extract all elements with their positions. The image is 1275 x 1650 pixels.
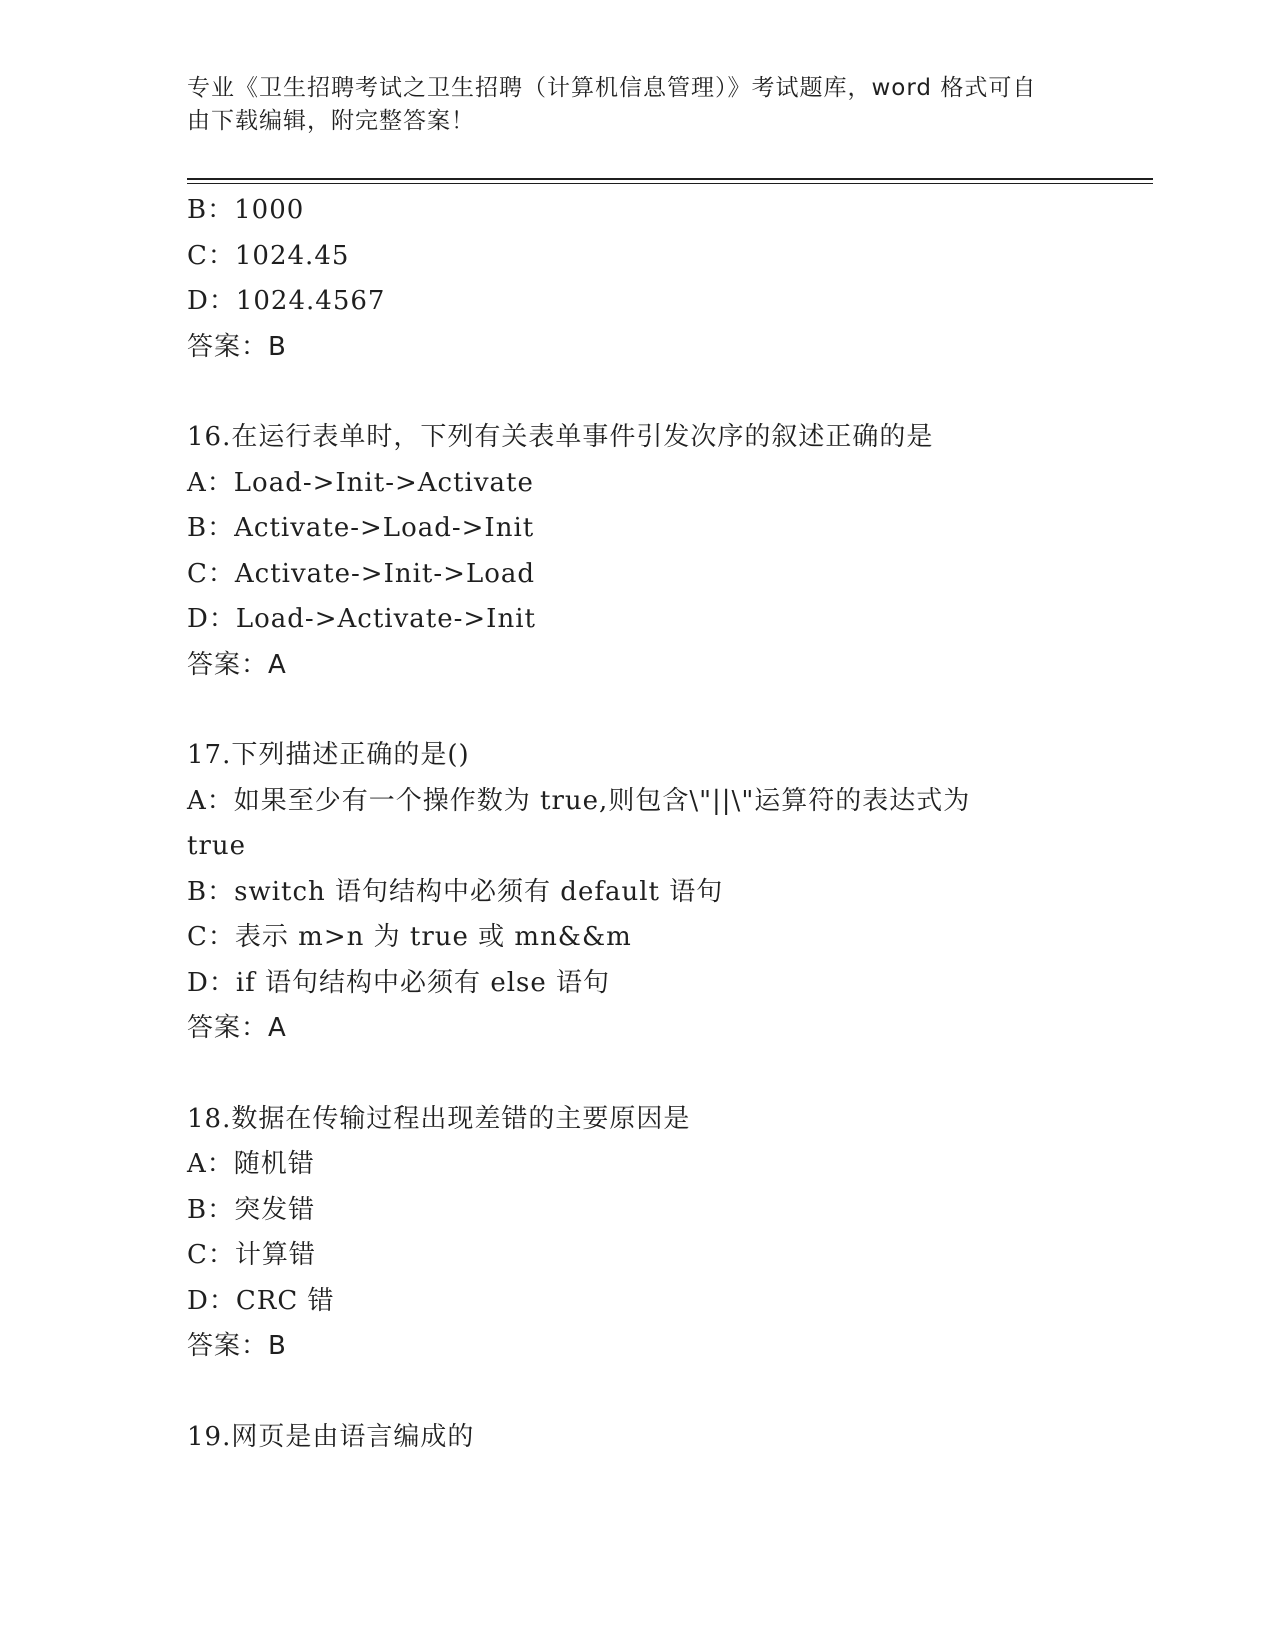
option-a: A：随机错 xyxy=(187,1149,315,1179)
question-stem: 18.数据在传输过程出现差错的主要原因是 xyxy=(187,1103,691,1134)
question-gap xyxy=(187,1370,1087,1415)
option-b: B：1000 xyxy=(187,195,305,225)
option-c: C：Activate->Init->Load xyxy=(187,558,536,589)
question-stem: 19.网页是由语言编成的 xyxy=(187,1421,475,1452)
option-d: D：CRC 错 xyxy=(187,1285,335,1316)
question-block-15 xyxy=(187,188,1087,370)
question-block-19 xyxy=(187,1415,1087,1461)
answer-line: 答案：B xyxy=(187,331,287,362)
question-stem: 17.下列描述正确的是() xyxy=(187,740,470,770)
question-gap xyxy=(187,370,1087,415)
header-divider-thin xyxy=(187,183,1153,184)
question-list xyxy=(187,188,1087,1460)
header-line-1: 专业《卫生招聘考试之卫生招聘（计算机信息管理）》考试题库，word 格式可自 xyxy=(187,75,1037,101)
option-a: A：如果至少有一个操作数为 true,则包含\"||\"运算符的表达式为 true xyxy=(187,785,971,861)
question-block-18 xyxy=(187,1097,1087,1370)
option-c: C：表示 m>n 为 true 或 mn&&m xyxy=(187,922,632,952)
question-gap xyxy=(187,688,1087,733)
option-b: B：switch 语句结构中必须有 default 语句 xyxy=(187,876,724,907)
document-header xyxy=(187,72,1087,138)
option-d: D：Load->Activate->Init xyxy=(187,604,536,634)
option-a: A：Load->Init->Activate xyxy=(187,467,534,498)
option-b: B：Activate->Load->Init xyxy=(187,513,535,543)
question-stem: 16.在运行表单时，下列有关表单事件引发次序的叙述正确的是 xyxy=(187,422,934,452)
header-divider-thick xyxy=(187,178,1153,180)
option-d: D：if 语句结构中必须有 else 语句 xyxy=(187,967,611,998)
header-line-2: 由下载编辑，附完整答案！ xyxy=(187,108,475,134)
question-block-16 xyxy=(187,415,1087,688)
option-d: D：1024.4567 xyxy=(187,286,386,316)
option-c: C：1024.45 xyxy=(187,240,350,271)
question-gap xyxy=(187,1052,1087,1097)
question-block-17 xyxy=(187,733,1087,1052)
answer-line: 答案：B xyxy=(187,1331,287,1361)
option-c: C：计算错 xyxy=(187,1240,316,1270)
answer-line: 答案：A xyxy=(187,1013,287,1043)
answer-line: 答案：A xyxy=(187,649,287,680)
option-b: B：突发错 xyxy=(187,1194,316,1225)
